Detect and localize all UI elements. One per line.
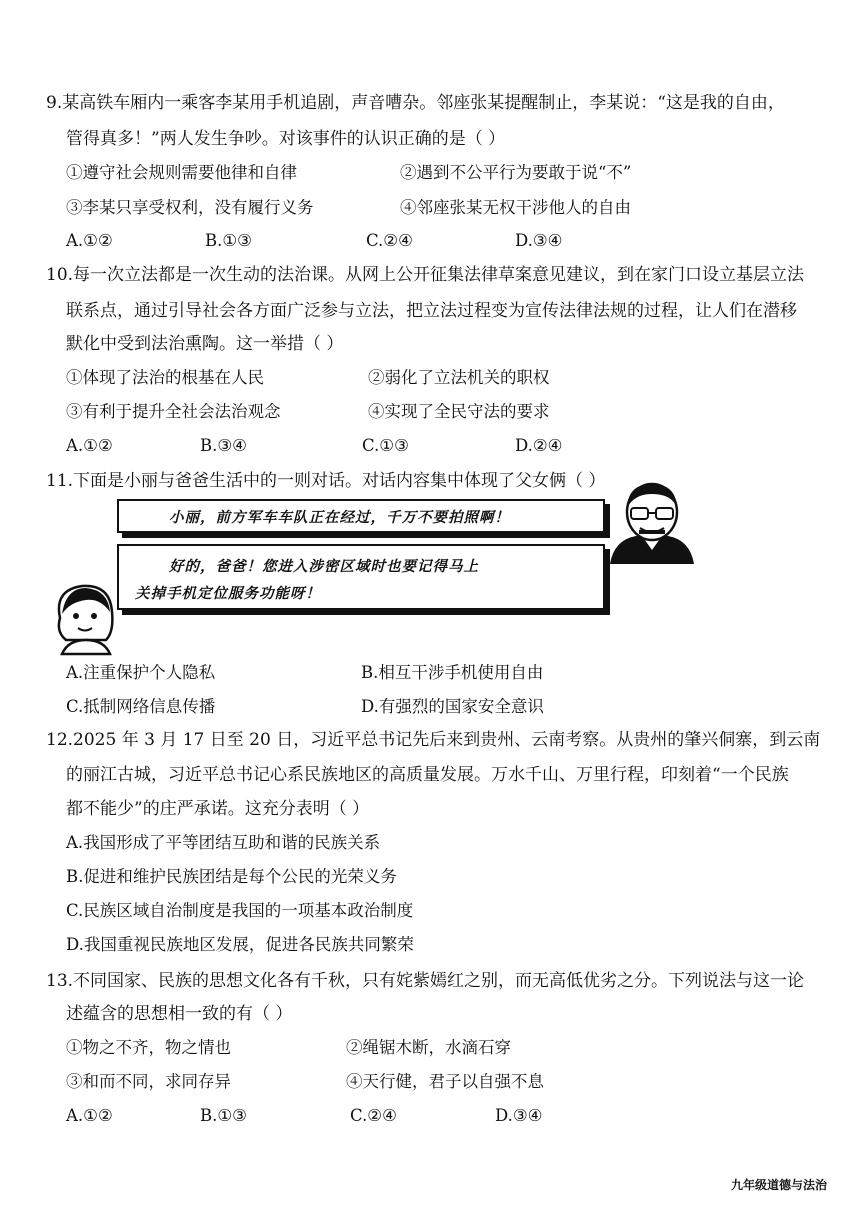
q9-choice-b: B.①③ xyxy=(205,231,252,250)
dad-illustration xyxy=(606,478,698,566)
q11-choice-b: B.相互干涉手机使用自由 xyxy=(361,663,544,682)
q13-item-1: ①物之不齐，物之情也 xyxy=(66,1038,231,1057)
dad-speech-bubble xyxy=(117,499,605,533)
girl-speech-text-line1: 好的，爸爸！您进入涉密区域时也要记得马上 xyxy=(169,559,479,575)
q13-choice-d: D.③④ xyxy=(495,1106,543,1125)
girl-illustration xyxy=(48,578,126,656)
q11-choice-c: C.抵制网络信息传播 xyxy=(66,697,216,716)
q9-choice-c: C.②④ xyxy=(366,231,413,250)
q10-stem-line1: 10.每一次立法都是一次生动的法治课。从网上公开征集法律草案意见建议，到在家门口设立基层立法 xyxy=(46,265,805,285)
q12-stem-line3: 都不能少”的庄严承诺。这充分表明（ ） xyxy=(66,799,370,819)
q13-item-4: ④天行健，君子以自强不息 xyxy=(346,1072,544,1091)
q12-stem-line2: 的丽江古城，习近平总书记心系民族地区的高质量发展。万水千山、万里行程，印刻着“一个民族 xyxy=(66,765,789,785)
q10-item-1: ①体现了法治的根基在人民 xyxy=(66,368,264,387)
q9-item-3: ③李某只享受权利，没有履行义务 xyxy=(66,198,314,217)
q13-stem-line2: 述蕴含的思想相一致的有（ ） xyxy=(66,1004,293,1024)
q13-item-2: ②绳锯木断，水滴石穿 xyxy=(346,1038,511,1057)
q12-choice-b: B.促进和维护民族团结是每个公民的光荣义务 xyxy=(66,867,397,886)
q12-choice-d: D.我国重视民族地区发展，促进各民族共同繁荣 xyxy=(66,935,414,954)
q10-item-3: ③有利于提升全社会法治观念 xyxy=(66,402,281,421)
girl-speech-bubble xyxy=(117,544,605,610)
q11-stem: 11.下面是小丽与爸爸生活中的一则对话。对话内容集中体现了父女俩（ ） xyxy=(46,471,606,491)
q13-item-3: ③和而不同，求同存异 xyxy=(66,1072,231,1091)
q10-item-4: ④实现了全民守法的要求 xyxy=(368,402,550,421)
q11-choice-a: A.注重保护个人隐私 xyxy=(66,663,216,682)
q10-item-2: ②弱化了立法机关的职权 xyxy=(368,368,550,387)
q9-choice-a: A.①② xyxy=(66,231,113,250)
q12-choice-c: C.民族区域自治制度是我国的一项基本政治制度 xyxy=(66,901,414,920)
dad-speech-text: 小丽，前方军车车队正在经过，千万不要拍照啊！ xyxy=(169,510,510,526)
q10-choice-d: D.②④ xyxy=(515,436,563,455)
q10-stem-line2: 联系点，通过引导社会各方面广泛参与立法，把立法过程变为宣传法律法规的过程，让人们在潜移 xyxy=(66,301,797,321)
q13-stem-line1: 13.不同国家、民族的思想文化各有千秋，只有姹紫嫣红之别，而无高低优劣之分。下列说法与这一论 xyxy=(46,971,805,991)
q9-item-4: ④邻座张某无权干涉他人的自由 xyxy=(400,198,631,217)
q9-item-2: ②遇到不公平行为要敢于说“不” xyxy=(400,163,632,182)
q13-choice-a: A.①② xyxy=(66,1106,113,1125)
q9-choice-d: D.③④ xyxy=(515,231,563,250)
q10-choice-a: A.①② xyxy=(66,436,113,455)
q9-stem-line1: 9.某高铁车厢内一乘客李某用手机追剧，声音嘈杂。邻座张某提醒制止，李某说：“这是我的自由， xyxy=(46,93,785,113)
q13-choice-c: C.②④ xyxy=(350,1106,397,1125)
q10-choice-b: B.③④ xyxy=(200,436,247,455)
girl-speech-text-line2: 关掉手机定位服务功能呀！ xyxy=(135,586,321,602)
q9-stem-line2: 管得真多！”两人发生争吵。对该事件的认识正确的是（ ） xyxy=(66,129,506,149)
q13-choice-b: B.①③ xyxy=(200,1106,247,1125)
q11-choice-d: D.有强烈的国家安全意识 xyxy=(361,697,544,716)
q12-choice-a: A.我国形成了平等团结互助和谐的民族关系 xyxy=(66,833,381,852)
page-footer: 九年级道德与法治 xyxy=(730,1178,827,1192)
q10-stem-line3: 默化中受到法治熏陶。这一举措（ ） xyxy=(66,334,344,354)
q12-stem-line1: 12.2025 年 3 月 17 日至 20 日，习近平总书记先后来到贵州、云南考察。从贵州的肇兴侗寨，到云南 xyxy=(46,730,821,750)
q9-item-1: ①遵守社会规则需要他律和自律 xyxy=(66,163,297,182)
q10-choice-c: C.①③ xyxy=(362,436,409,455)
